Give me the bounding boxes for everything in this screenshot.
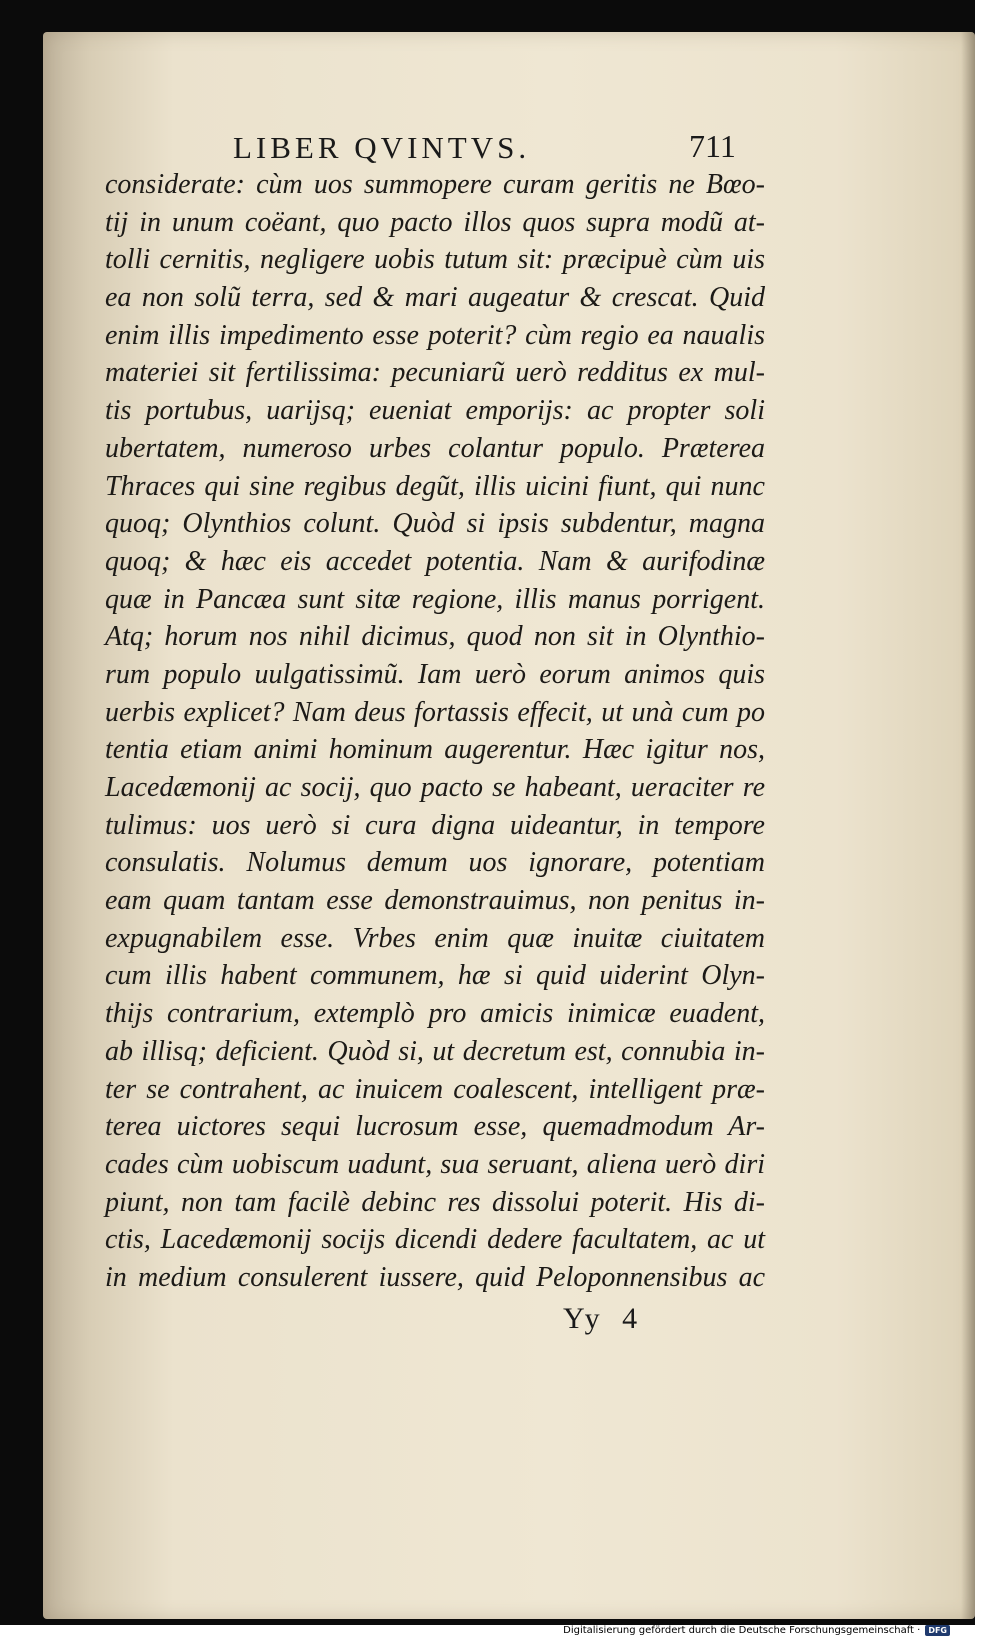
text-line: ubertatem, numeroso urbes colantur populo. Præterea: [105, 432, 765, 464]
text-line: consulatis. Nolumus demum uos ignorare, potentiam: [105, 847, 765, 879]
book-page: [43, 32, 975, 1619]
running-head: LIBER QVINTVS.: [233, 130, 531, 165]
text-line: considerate: cùm uos summopere curam geritis ne Bœo-: [105, 169, 765, 200]
text-line: cum illis habent communem, hæ si quid uiderint Olyn-: [105, 960, 765, 992]
text-line: tolli cernitis, negligere uobis tutum sit: præcipuè cùm uis: [105, 244, 765, 276]
text-line: tulimus: uos uerò si cura digna uideantur, in tempore: [105, 809, 765, 841]
text-line: thijs contrarium, extemplò pro amicis inimicæ euadent,: [105, 998, 765, 1030]
page-number: 711: [689, 128, 736, 164]
signature-mark: Yy 4: [563, 1302, 638, 1335]
text-block: [105, 166, 765, 1297]
text-line: cades cùm uobiscum uadunt, sua seruant, aliena uerò diri: [105, 1148, 765, 1180]
text-line: ea non solũ terra, sed & mari augeatur & crescat. Quid: [105, 282, 765, 314]
text-line: terea uictores sequi lucrosum esse, quemadmodum Ar-: [105, 1111, 765, 1143]
text-line: tis portubus, uarijsq; eueniat emporijs: ac propter soli: [105, 395, 765, 427]
dfg-logo: DFG: [925, 1625, 950, 1636]
text-line: ter se contrahent, ac inuicem coalescent, intelligent præ-: [105, 1073, 765, 1105]
text-line: ctis, Lacedæmonij socijs dicendi dedere facultatem, ac ut: [105, 1224, 765, 1256]
text-line: tentia etiam animi hominum augerentur. Hæc igitur nos,: [105, 734, 765, 766]
credit-text: Digitalisierung gefördert durch die Deutsche Forschungsgemeinschaft ·: [563, 1625, 921, 1636]
digitization-credit: [563, 1625, 950, 1636]
text-line: Lacedæmonij ac socij, quo pacto se habeant, ueraciter re: [105, 772, 765, 803]
text-line: quoq; Olynthios colunt. Quòd si ipsis subdentur, magna: [105, 508, 765, 540]
text-line: tij in unum coëant, quo pacto illos quos supra modũ at-: [105, 206, 765, 238]
text-line: rum populo uulgatissimũ. Iam uerò eorum animos quis: [105, 658, 765, 690]
text-line: uerbis explicet? Nam deus fortassis effecit, ut unà cum po: [105, 696, 765, 728]
text-line: materiei sit fertilissima: pecuniarũ uerò redditus ex mul-: [105, 357, 765, 389]
text-line: expugnabilem esse. Vrbes enim quæ inuitæ ciuitatem: [105, 922, 765, 954]
text-line: in medium consulerent iussere, quid Peloponnensibus ac: [105, 1261, 765, 1293]
text-line: quæ in Pancæa sunt sitæ regione, illis manus porrigent.: [105, 583, 765, 615]
text-line: eam quam tantam esse demonstrauimus, non penitus in-: [105, 885, 765, 917]
text-line: ab illisq; deficient. Quòd si, ut decretum est, connubia in-: [105, 1035, 765, 1067]
text-line: piunt, non tam facilè debinc res dissolui poterit. His di-: [105, 1186, 765, 1218]
text-line: Thraces qui sine regibus degũt, illis uicini fiunt, qui nunc: [105, 470, 765, 502]
text-line: quoq; & hæc eis accedet potentia. Nam & aurifodinæ: [105, 545, 765, 577]
text-line: Atq; horum nos nihil dicimus, quod non sit in Olynthio-: [105, 621, 765, 653]
text-line: enim illis impedimento esse poterit? cùm regio ea naualis: [105, 319, 765, 351]
